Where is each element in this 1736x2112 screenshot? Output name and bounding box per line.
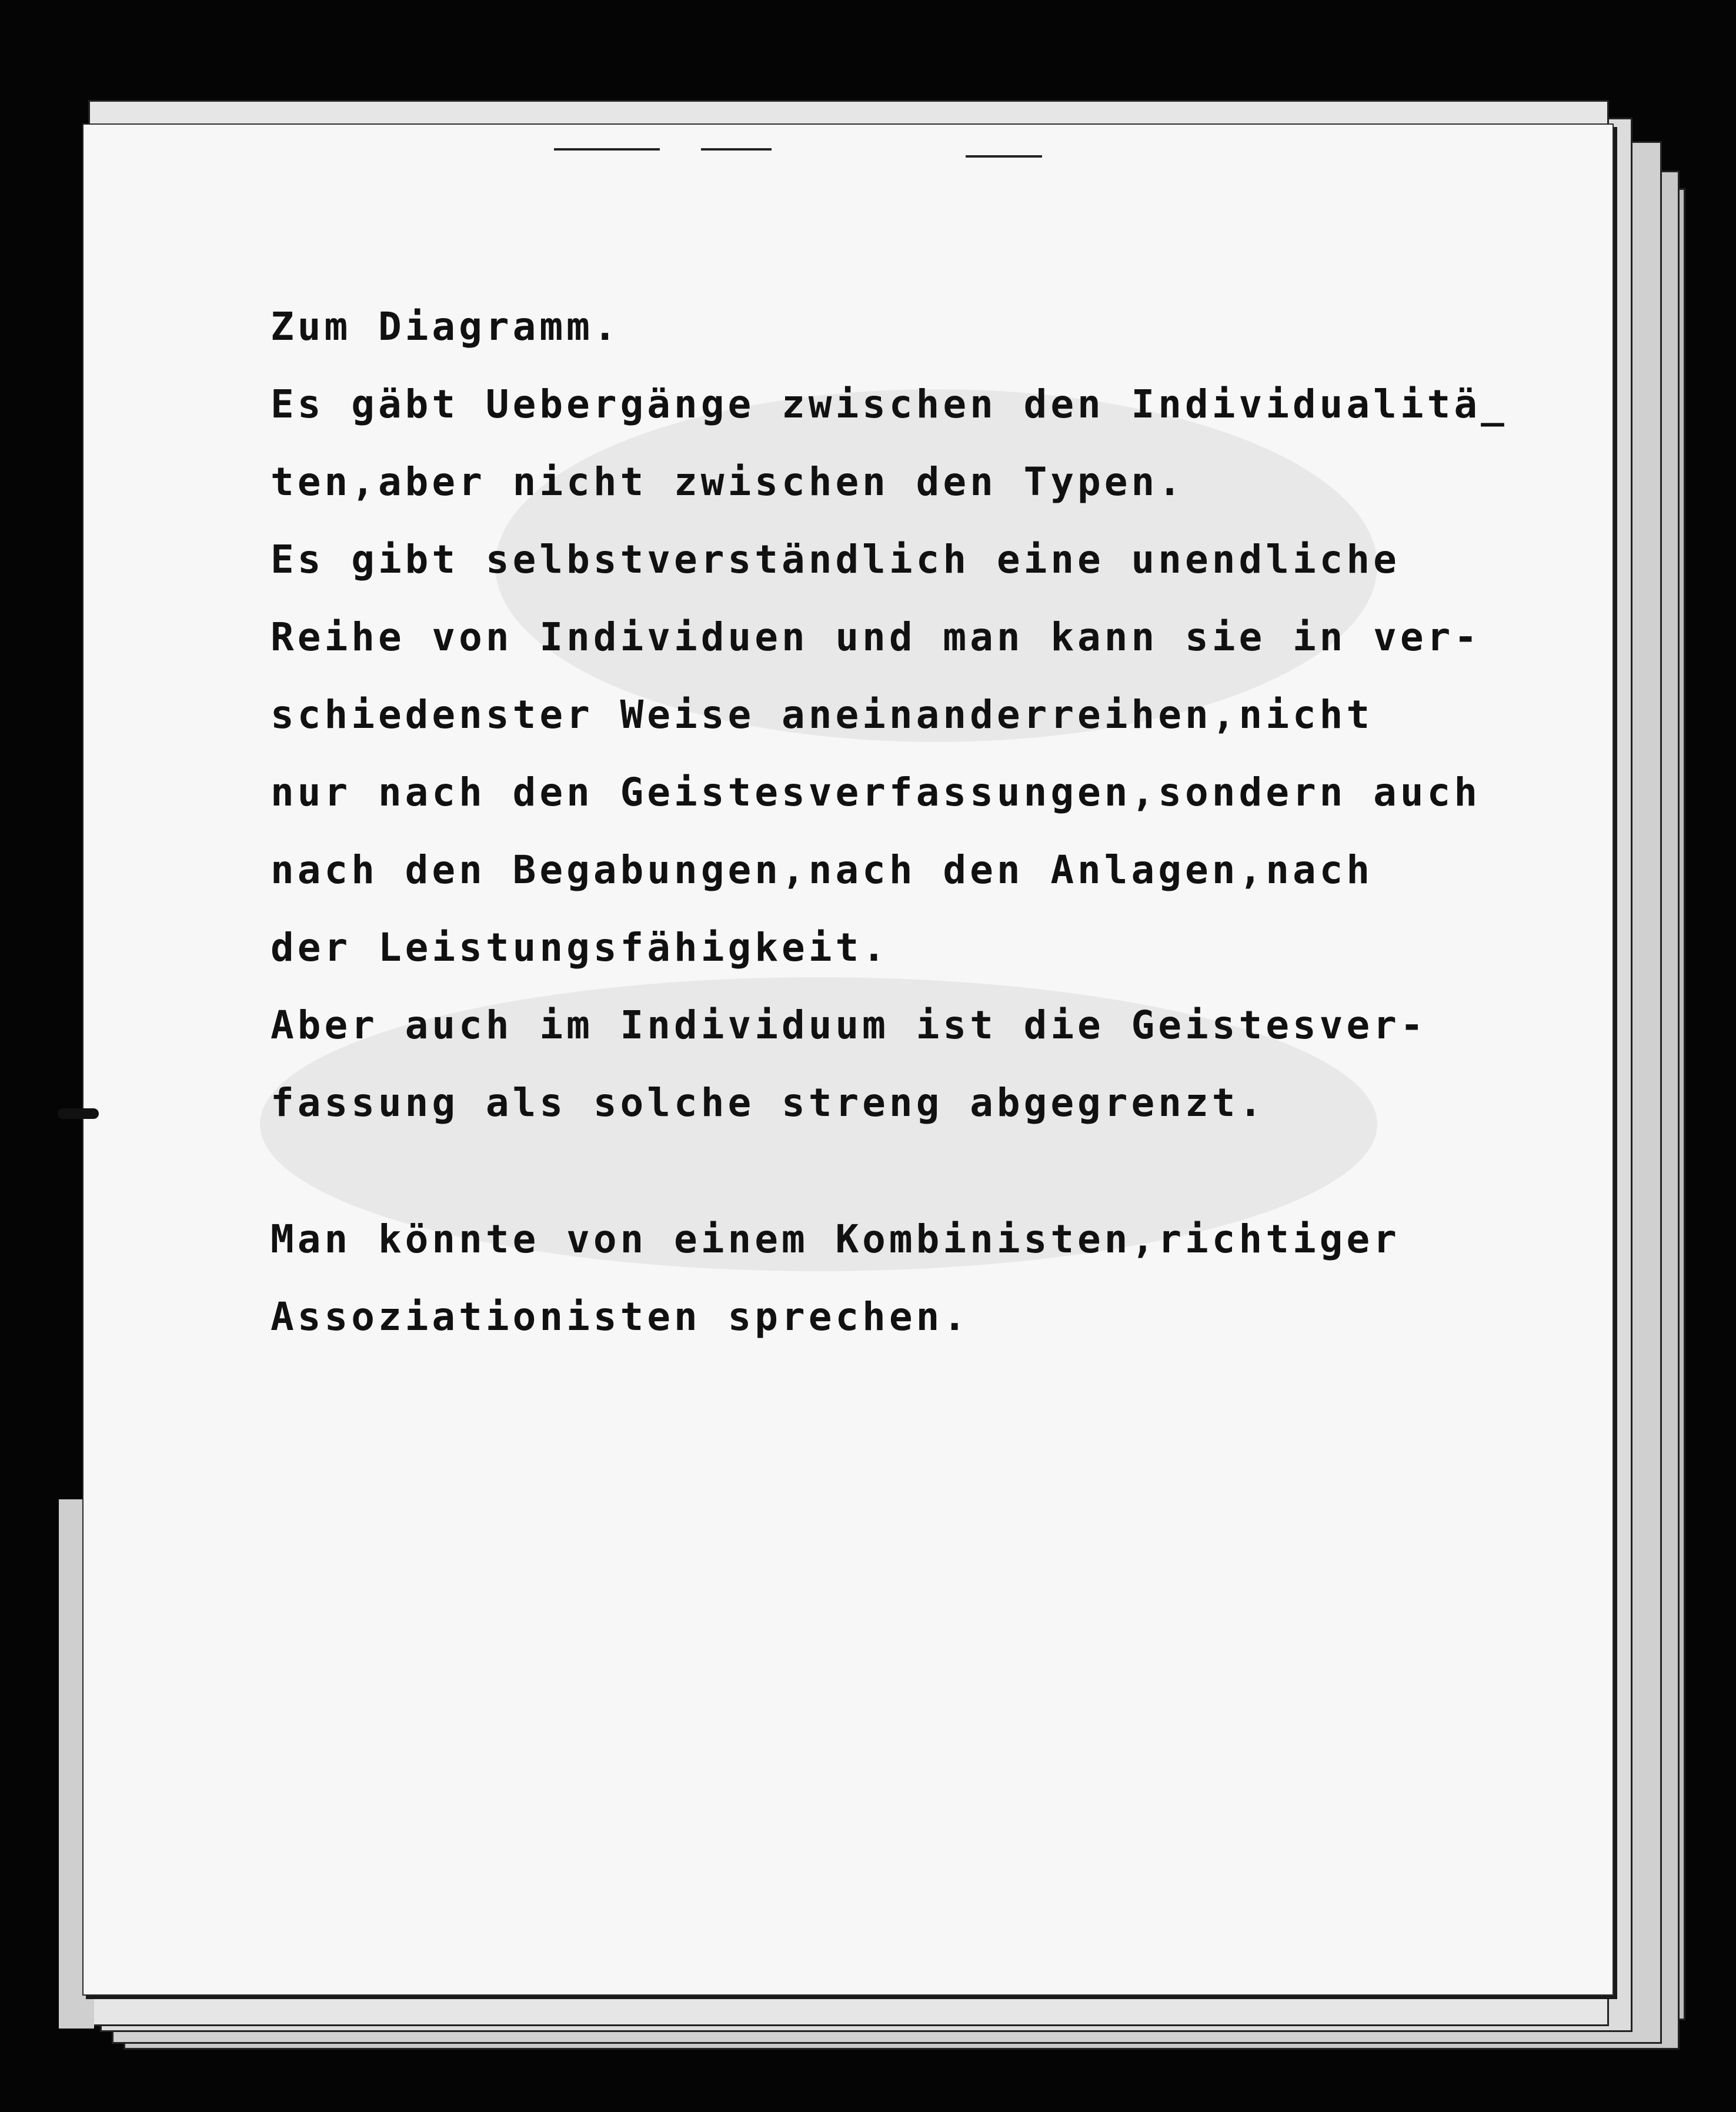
text-line: Es gäbt Uebergänge zwischen den Individualitä_: [271, 382, 1508, 427]
paragraph-gap: [271, 1142, 1476, 1201]
text-line: fassung als solche streng abgegrenzt.: [271, 1080, 1266, 1125]
header-mark: [701, 148, 772, 151]
text-line: nach den Begabungen,nach den Anlagen,nach: [271, 847, 1374, 893]
text-line: schiedenster Weise aneinanderreihen,nicht: [271, 692, 1374, 737]
header-mark: [966, 155, 1042, 158]
header-mark: [554, 148, 660, 151]
text-line: nur nach den Geistesverfassungen,sondern auch: [271, 770, 1481, 815]
text-line: Aber auch im Individuum ist die Geistesver-: [271, 1002, 1427, 1048]
text-line: Zum Diagramm.: [271, 304, 620, 349]
paper-clip-mark: [58, 1108, 99, 1119]
text-line: Es gibt selbstverständlich eine unendliche: [271, 537, 1400, 582]
text-line: Assoziationisten sprechen.: [271, 1294, 970, 1339]
text-line: der Leistungsfähigkeit.: [271, 925, 889, 970]
text-line: Man könnte von einem Kombinisten,richtiger: [271, 1217, 1400, 1262]
text-line: Reihe von Individuen und man kann sie in ver-: [271, 614, 1481, 660]
typed-text: [271, 288, 1508, 1356]
text-line: ten,aber nicht zwischen den Typen.: [271, 459, 1186, 504]
